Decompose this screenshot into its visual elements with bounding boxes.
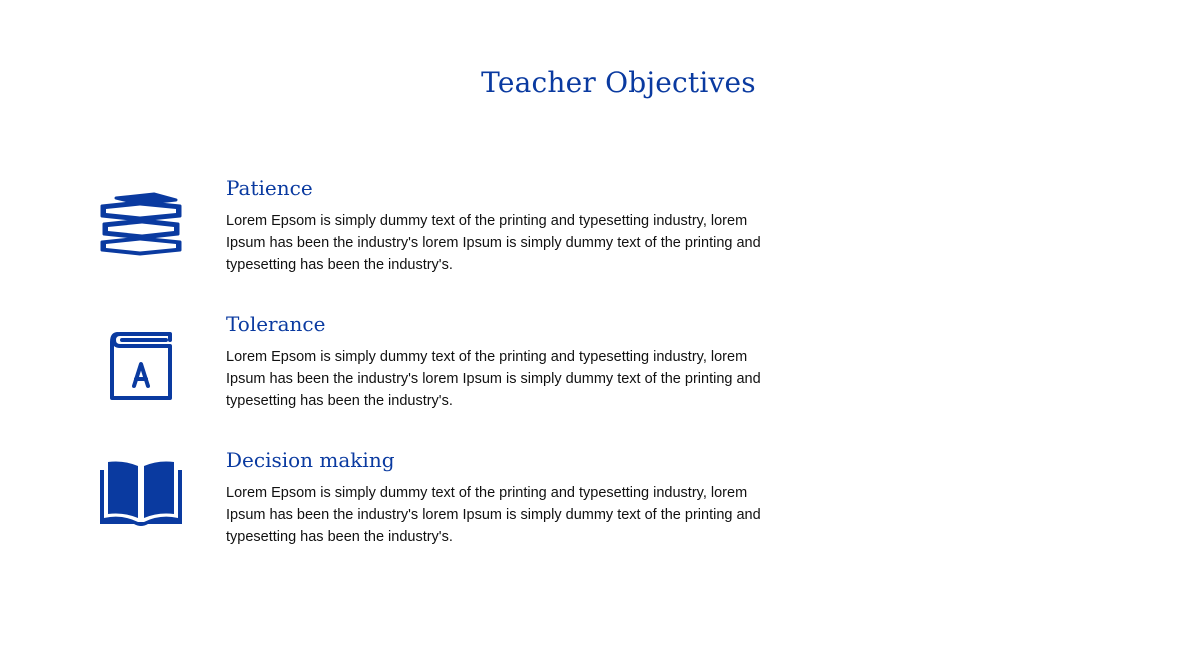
- objective-body: Lorem Epsom is simply dummy text of the printing and typesetting industry, lorem Ipsum has been the industry's lorem Ipsum is simply dummy text of the printing and typesetting has been the industry's.: [226, 349, 761, 409]
- objective-heading: Decision making: [226, 448, 395, 472]
- objective-body: Lorem Epsom is simply dummy text of the printing and typesetting industry, lorem Ipsum has been the industry's lorem Ipsum is simply dummy text of the printing and typesetting has been the industry's.: [226, 485, 761, 545]
- objective-heading: Tolerance: [226, 312, 326, 336]
- page-title: Teacher Objectives: [481, 66, 756, 99]
- objective-item-patience: [0, 176, 1200, 296]
- stacked-books-icon: [96, 184, 186, 274]
- alphabet-book-icon: [96, 318, 186, 408]
- objective-body: Lorem Epsom is simply dummy text of the printing and typesetting industry, lorem Ipsum has been the industry's lorem Ipsum is simply dummy text of the printing and typesetting has been the industry's.: [226, 213, 761, 273]
- objective-item-tolerance: [0, 312, 1200, 432]
- objective-item-decision-making: [0, 448, 1200, 568]
- open-book-icon: [96, 452, 186, 542]
- objective-heading: Patience: [226, 176, 313, 200]
